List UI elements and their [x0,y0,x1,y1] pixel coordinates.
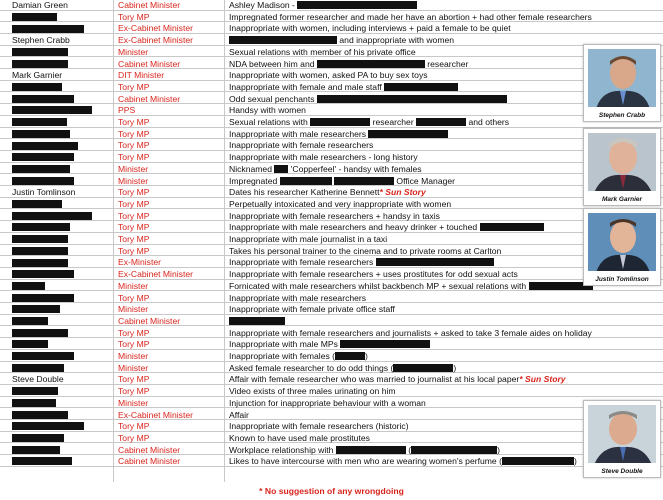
redaction-bar [12,212,92,220]
mp-role: Minister [118,163,149,174]
allegation-fragment: Likes to have intercourse with men who are wearing women's perfume ( [229,456,502,467]
redaction-bar [480,223,544,231]
allegation-fragment: Video exists of three males urinating on him [229,386,396,397]
photo-inset [583,44,661,122]
mp-role: Tory MP [118,339,150,350]
mp-name [12,433,112,444]
redaction-bar [12,340,48,348]
mp-role: Ex-Cabinet Minister [118,269,193,280]
photo-caption: Mark Garnier [601,196,643,203]
mp-role: Ex-Cabinet Minister [118,409,193,420]
mp-role: Tory MP [118,81,150,92]
mp-role: Tory MP [118,386,150,397]
allegation-fragment: ) [365,351,368,361]
redaction-bar [317,60,425,68]
mp-name [12,456,112,467]
redaction-bar [12,48,68,56]
redaction-bar [12,165,70,173]
redaction-bar [12,317,48,325]
mp-role: Tory MP [118,234,150,244]
mp-role: PPS [118,105,136,116]
mp-role: Tory MP [118,210,150,221]
mp-role: Tory MP [118,432,150,443]
mp-role: Ex-Minister [118,257,161,268]
allegation-fragment: Inappropriate with male researchers [229,128,369,139]
redaction-bar [12,352,74,360]
mp-name [12,211,112,222]
redaction-bar [12,153,74,161]
redaction-bar [12,294,74,302]
allegation-fragment: Fornicated with male researchers whilst backbench MP + sexual relations with [229,280,529,291]
redaction-bar [12,364,64,372]
mp-name [12,164,112,175]
allegation-fragment: Inappropriate with women, asked PA to buy sex toys [229,70,428,81]
allegation-fragment: Inappropriate with female private office staff [229,304,395,315]
mp-name [12,152,112,163]
table-row [0,269,663,280]
allegation-fragment: researcher [370,117,417,127]
table-row [0,222,663,233]
mp-role: DIT Minister [118,70,165,81]
mp-role: Minister [118,280,149,291]
redaction-bar [12,25,84,33]
allegation-text [229,0,659,11]
mp-role: Tory MP [118,128,150,139]
portrait-image [588,133,656,191]
mp-name [12,363,112,374]
mp-name [12,176,112,187]
portrait-image [588,213,656,271]
mp-role: Minister [118,46,149,57]
allegation-text [229,316,659,327]
table-row [0,47,663,58]
mp-role: Tory MP [118,152,150,163]
redaction-bar [229,317,285,325]
allegation-fragment: Inappropriate with female researchers (historic) [229,421,409,432]
allegation-fragment: Handsy with women [229,105,306,116]
table-row [0,351,663,362]
redaction-bar [317,95,507,103]
table-row [0,187,663,198]
allegation-text [229,23,659,34]
mp-role: Minister [118,351,149,361]
table-row [0,23,663,34]
mp-name: Stephen Crabb [12,35,70,46]
mp-name [12,23,112,34]
allegation-fragment: Inappropriate with female researchers + handsy in taxis [229,210,440,221]
allegation-fragment: Inappropriate with male researchers [229,292,367,303]
mp-name [12,398,112,409]
mp-role: Cabinet Minister [118,0,181,10]
mp-name [12,82,112,93]
mp-name [12,386,112,397]
redaction-bar [12,235,68,243]
footnote: * No suggestion of any wrongdoing [259,486,404,496]
allegation-fragment: Impregnated [229,175,280,186]
mp-role: Tory MP [118,198,150,209]
mp-role: Minister [118,397,149,408]
mp-role: Tory MP [118,140,150,151]
allegation-fragment: Sexual relations with member of his private office [229,46,416,57]
allegation-fragment: Inappropriate with female and male staff [229,81,385,92]
mp-name [12,316,112,327]
allegation-fragment: ) [497,444,500,455]
table-row [0,94,663,105]
table-row [0,293,663,304]
redaction-bar [310,118,370,126]
mp-name [12,410,112,421]
mp-name [12,94,112,105]
redaction-bar [393,364,453,372]
redaction-bar [12,399,56,407]
redaction-bar [334,177,394,185]
mp-name [12,199,112,210]
redaction-bar [502,457,574,465]
mp-name [12,129,112,140]
table-row [0,374,663,385]
table-row [0,105,663,116]
mp-role: Minister [118,304,149,315]
mp-name [12,105,112,116]
table-row [0,12,663,23]
allegation-fragment: Nicknamed [229,163,275,174]
redaction-bar [12,60,68,68]
mp-name [12,328,112,339]
redaction-bar [297,1,417,9]
table-row [0,164,663,175]
photo-caption: Steve Double [601,468,643,475]
mp-role: Tory MP [118,222,150,233]
allegation-text [229,304,659,315]
allegation-fragment: Impregnated former researcher and made her have an abortion + had other female researchers [229,11,592,22]
mp-name: Mark Garnier [12,70,63,81]
redaction-bar [12,434,64,442]
mp-role: Tory MP [118,374,150,385]
table-row [0,316,663,327]
redaction-bar [384,83,458,91]
mp-role: Minister [118,362,149,373]
portrait-image [588,49,656,107]
mp-role: Cabinet Minister [118,315,181,326]
redaction-bar [12,200,62,208]
table-row [0,176,663,187]
portrait-image [588,405,656,463]
mp-role: Ex-Cabinet Minister [118,35,193,46]
allegation-fragment: and others [466,117,510,127]
table-row [0,246,663,257]
mp-name [12,12,112,23]
mp-name [12,445,112,456]
redaction-bar [12,282,45,290]
table-row [0,386,663,397]
table-row [0,421,663,432]
allegation-fragment: Inappropriate with male journalist in a taxi [229,234,388,244]
allegation-fragment: Inappropriate with female researchers and journalists + asked to take 3 female aides on holiday [229,327,592,338]
allegation-fragment: Known to have used male prostitutes [229,432,370,443]
redaction-bar [12,259,68,267]
mp-name: Steve Double [12,374,64,385]
redaction-bar [12,457,72,465]
mp-name [12,234,112,245]
table-row [0,0,663,11]
mp-name [12,269,112,280]
redaction-bar [340,340,430,348]
table-row [0,398,663,409]
redaction-bar [12,305,60,313]
redaction-bar [229,36,337,44]
mp-name [12,339,112,350]
mp-name [12,257,112,268]
allegation-fragment: ( [405,444,412,455]
redaction-bar [12,387,58,395]
table-row [0,82,663,93]
allegation-text [229,386,659,397]
mp-name: Damian Green [12,0,68,10]
redaction-bar [416,118,466,126]
mp-role: Ex-Cabinet Minister [118,23,193,34]
allegation-text [229,374,659,385]
table-row [0,433,663,444]
allegation-fragment: researcher [424,58,469,69]
redaction-bar [368,130,448,138]
sun-story-note: * Sun Story [379,187,426,198]
mp-role: Tory MP [118,421,150,432]
mp-name [12,304,112,315]
allegation-fragment: Inappropriate with male MPs [229,339,341,350]
allegation-text [229,339,659,350]
allegation-fragment: Odd sexual penchants [229,93,317,104]
sun-story-note: * Sun Story [519,374,566,385]
table-row [0,363,663,374]
table-row [0,35,663,46]
table-row [0,70,663,81]
mp-name [12,222,112,233]
allegation-fragment: Office Manager [394,175,456,186]
redaction-bar [12,329,68,337]
redaction-bar [411,446,497,454]
redaction-bar [12,142,78,150]
allegation-fragment: Sexual relations with [229,117,311,127]
mp-name [12,351,112,362]
mp-name: Justin Tomlinson [12,187,76,198]
table-row [0,234,663,245]
allegation-fragment: Injunction for inappropriate behaviour with a woman [229,397,426,408]
mp-role: Minister [118,175,149,186]
photo-caption: Stephen Crabb [598,112,646,119]
allegation-fragment: Dates his researcher Katherine Bennett [229,187,380,198]
redaction-bar [12,446,60,454]
allegation-fragment: Asked female researcher to do odd things ( [229,362,394,373]
allegation-text [229,12,659,23]
allegation-text [229,351,659,362]
table-row [0,339,663,350]
allegation-fragment: Workplace relationship with [229,444,336,455]
redaction-bar [12,118,67,126]
mp-role: Tory MP [118,187,150,198]
redaction-bar [12,13,57,21]
table-row [0,117,663,128]
table-row [0,59,663,70]
redaction-bar [12,223,70,231]
table-row [0,152,663,163]
redaction-bar [12,106,92,114]
mp-name [12,281,112,292]
table-row [0,140,663,151]
mp-role: Tory MP [118,327,150,338]
allegation-fragment: Inappropriate with females ( [229,351,336,361]
table-row [0,199,663,210]
allegation-fragment: and inappropriate with women [337,35,455,46]
mp-role: Cabinet Minister [118,93,181,104]
table-row [0,281,663,292]
mp-role: Cabinet Minister [118,444,181,455]
redaction-bar [12,83,62,91]
mp-name [12,117,112,128]
redaction-bar [12,130,70,138]
mp-name [12,47,112,58]
allegation-fragment: Inappropriate with female researchers [229,140,374,151]
table-row [0,304,663,315]
allegation-fragment: Inappropriate with male researchers - long history [229,152,418,163]
table-row [0,257,663,268]
allegation-fragment: ) [453,362,457,373]
mp-name [12,59,112,70]
table-row [0,328,663,339]
table-row [0,445,663,456]
redaction-bar [12,270,74,278]
redaction-bar [376,258,494,266]
table-row [0,410,663,421]
allegation-fragment: Affair with female researcher who was married to journalist at his local paper [229,374,520,385]
table-row [0,211,663,222]
mp-name [12,246,112,257]
redaction-bar [335,352,365,360]
mp-role: Tory MP [118,245,150,256]
allegation-fragment: Affair [229,409,249,420]
allegation-text [229,363,659,374]
allegation-fragment: Inappropriate with male researchers and heavy drinker + touched [229,222,480,233]
allegation-fragment: Ashley Madison - [229,0,298,10]
table-row [0,129,663,140]
allegation-fragment: ) [573,456,577,467]
allegation-fragment: Inappropriate with female researchers [229,257,376,268]
mp-role: Tory MP [118,292,150,303]
allegation-fragment: NDA between him and [229,58,317,69]
redaction-bar [12,177,74,185]
mp-role: Tory MP [118,11,150,22]
redaction-bar [336,446,406,454]
allegation-text [229,328,659,339]
mp-role: Cabinet Minister [118,58,181,69]
redaction-bar [12,247,68,255]
mp-name [12,421,112,432]
photo-inset [583,208,661,286]
photo-caption: Justin Tomlinson [595,276,649,283]
redaction-bar [274,165,288,173]
table-row [0,456,663,467]
allegation-fragment: Inappropriate with female researchers + uses prostitutes for odd sexual acts [229,269,518,280]
redaction-bar [12,411,68,419]
allegation-text [229,293,659,304]
redaction-bar [280,177,332,185]
mp-role: Cabinet Minister [118,456,181,467]
mp-role: Tory MP [118,117,150,127]
redaction-bar [12,422,84,430]
redaction-bar [12,95,74,103]
allegation-fragment: Inappropriate with women, including interviews + paid a female to be quiet [229,23,511,34]
allegation-fragment: Takes his personal trainer to the cinema and to private rooms at Carlton [229,245,502,256]
mp-name [12,293,112,304]
photo-inset [583,400,661,478]
allegation-fragment: 'Copperfeel' - handsy with females [288,163,422,174]
mp-name [12,140,112,151]
allegation-fragment: Perpetually intoxicated and very inappropriate with women [229,198,452,209]
photo-inset [583,128,661,206]
